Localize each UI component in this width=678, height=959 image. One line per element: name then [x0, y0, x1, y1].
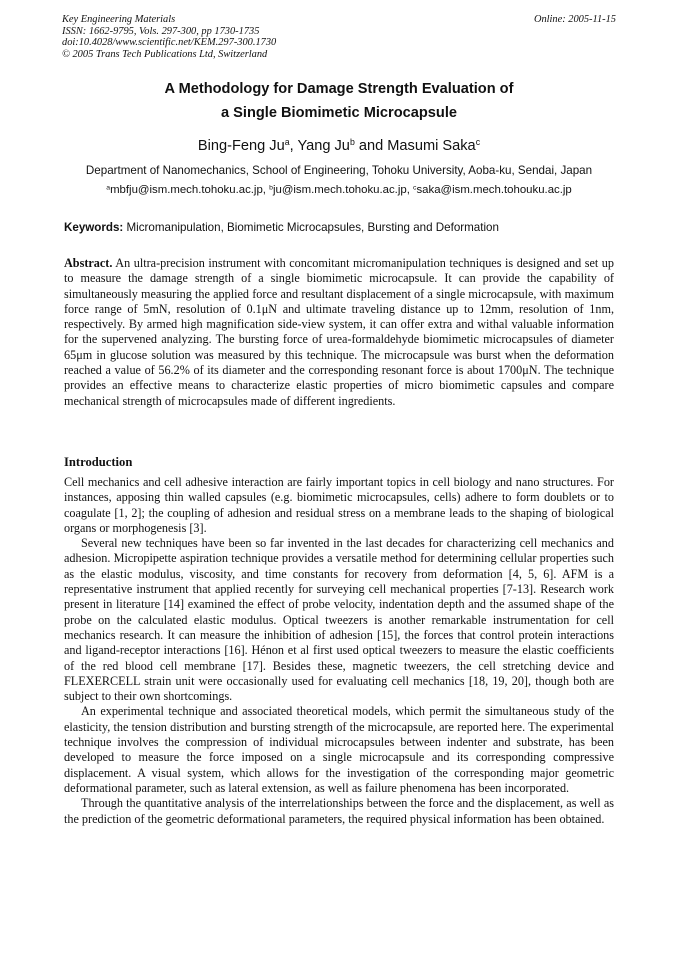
journal-name: Key Engineering Materials [62, 14, 176, 25]
author-affil-sup: c [475, 137, 481, 148]
email-sup: a [106, 184, 111, 192]
email-address: ju@ism.mech.tohoku.ac.jp, [272, 184, 414, 196]
affiliation: Department of Nanomechanics, School of Engineering, Tohoku University, Aoba-ku, Sendai, Japan [85, 164, 593, 177]
journal-header [62, 14, 616, 60]
paragraph: An experimental technique and associated theoretical models, which permit the simultaneous study of the elasticity, the tension distribution and bursting strength of the microcapsule, are reported here. The experimental technique involves the compression of individual microcapsules between indenter and substrate, has been developed to measure the force imposed on a single microcapsule and its corresponding compressive displacement. A visual system, which allows for the investigation of the corresponding major geometric deformational parameter, such as lateral extension, as well as failure phenomena has been incorporated. [64, 704, 614, 795]
keywords-text: Micromanipulation, Biomimetic Microcapsules, Bursting and Deformation [123, 221, 499, 234]
author-affil-sup: a [284, 137, 290, 148]
author-name: Bing-Feng Ju [197, 138, 285, 154]
keywords-label: Keywords: [64, 221, 124, 234]
abstract-text: An ultra-precision instrument with concomitant micromanipulation techniques is designed and set up to measure the damage strength of a single biomimetic microcapsule. It can provide the capability of simultaneously measuring the applied force and resultant displacement of a single microcapsule, with maximum force range of 5mN, resolution of 0.1μN and ultimate traveling distance up to 12mm, resolution of 1nm, respectively. By armed high magnification side-view system, it can offer extra and withal valuable information for the supervened analyzing. The bursting force of urea-formaldehyde biomimetic microcapsules of diameter 65μm in glucose solution was measured by this technique. The microcapsule was burst when the deformation reached a value of 56.2% of its diameter and the corresponding resonant force is about 1700μN. The technique provides an effective means to characterize elastic properties of micro biomimetic capsules and compare mechanical strength of microcapsules made of different ingredients. [64, 256, 614, 408]
introduction-body [64, 475, 614, 827]
copyright-line: © 2005 Trans Tech Publications Ltd, Switzerland [62, 48, 268, 60]
abstract [64, 256, 614, 409]
author-affil-sup: b [349, 137, 355, 148]
abstract-label: Abstract. [64, 256, 113, 270]
online-date: Online: 2005-11-15 [533, 14, 616, 25]
email-address: saka@ism.mech.tohouku.ac.jp [416, 184, 572, 196]
author-name: and Masumi Saka [354, 138, 476, 154]
email-sup: b [269, 184, 273, 192]
section-heading-introduction: Introduction [64, 455, 133, 469]
paper-title-line-2: a Single Biomimetic Microcapsule [220, 105, 457, 121]
email-list [62, 184, 616, 196]
author-list [62, 138, 616, 154]
author-name: , Yang Ju [289, 138, 350, 154]
paragraph: Through the quantitative analysis of the interrelationships between the force and the displacement, as well as the prediction of the geometric deformational parameters, the required physical information has been obtained. [64, 796, 614, 826]
paragraph: Cell mechanics and cell adhesive interaction are fairly important topics in cell biology and nano structures. For instances, apposing thin walled capsules (e.g. biomimetic microcapsules, cells) adhere to form doublets or to coagulate [1, 2]; the coupling of adhesion and residual stress on a membrane leads to the shaping of biological organs or morphogenesis [3]. [64, 475, 614, 535]
keywords [64, 221, 616, 234]
issn-line: ISSN: 1662-9795, Vols. 297-300, pp 1730-1735 [62, 25, 260, 37]
paragraph: Several new techniques have been so far invented in the last decades for characterizing cell mechanics and adhesion. Micropipette aspiration technique provides a versatile method for determining cellular properties such as the elastic modulus, viscosity, and time constants for recovery from deformation [4, 5, 6]. AFM is a representative instrument that applied recently for surveying cell mechanical properties [7-13]. Research work present in literature [14] examined the effect of probe velocity, indentation depth and the assumed shape of the probe on the calculated elastic modulus. Optical tweezers is another remarkable instrumentation for cell mechanics research. It can measure the inhibition of adhesion [15], the forces that control protein interactions and ligand-receptor interactions [16]. Hénon et al first used optical tweezers to measure the elastic coefficients of the red blood cell membrane [17]. Besides these, magnetic tweezers, the cell stretching device and FLEXERCELL strain unit were occasionally used for evaluating cell mechanics [18, 19, 20], though both are subject to their own shortcomings. [64, 536, 614, 704]
paper-title-line-1: A Methodology for Damage Strength Evaluation of [164, 81, 514, 97]
doi-line: doi:10.4028/www.scientific.net/KEM.297-300.1730 [62, 37, 277, 49]
email-address: mbfju@ism.mech.tohoku.ac.jp, [110, 184, 270, 196]
email-sup: c [413, 184, 417, 192]
